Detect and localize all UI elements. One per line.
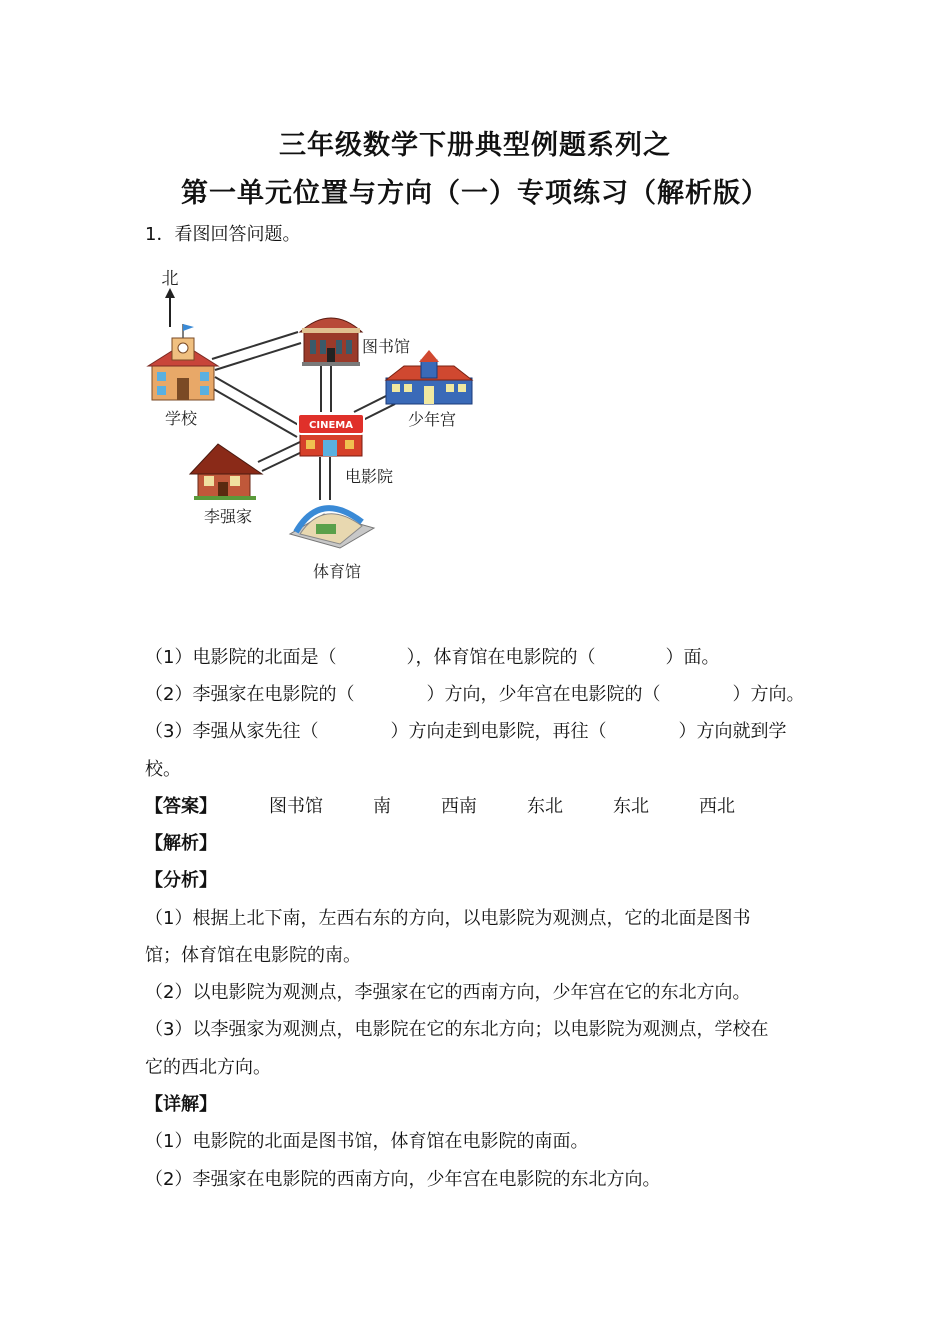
q1-part-b: ），体育馆在电影院的（ [406,647,596,668]
school-icon [148,324,218,400]
answer-label: 【答案】 [145,796,217,817]
gym-label: 体育馆 [312,562,362,581]
cinema-sign: CINEMA [309,420,353,431]
north-label: 北 [161,269,179,289]
question-3 [145,720,786,744]
map-figure [140,262,500,587]
answer-3: 西南 [441,796,477,817]
answer-4: 东北 [527,796,563,817]
q2-part-c: ）方向。 [732,684,805,705]
answer-2: 南 [373,796,391,817]
title-line-1: 三年级数学下册典型例题系列之 [279,130,671,161]
q1-part-a: （1）电影院的北面是（ [145,647,337,668]
li-home-label: 李强家 [203,507,253,526]
title-line-2: 第一单元位置与方向（一）专项练习（解析版） [181,178,769,209]
q2-part-a: （2）李强家在电影院的（ [145,684,355,705]
detail-line-2: （2）李强家在电影院的西南方向，少年宫在电影院的东北方向。 [145,1169,661,1190]
analysis-label: 【解析】 [145,833,217,854]
youth-palace-label: 少年宫 [408,410,457,429]
question-prompt: 1．看图回答问题。 [145,224,301,245]
question-2 [145,683,804,707]
fenxi-line-5: 它的西北方向。 [145,1057,271,1078]
q1-part-c: ）面。 [665,647,720,668]
fenxi-line-2: 馆；体育馆在电影院的南。 [145,945,361,966]
detail-label: 【详解】 [145,1094,217,1115]
youth-palace-icon [386,350,472,404]
fenxi-label: 【分析】 [145,870,217,891]
fenxi-line-1: （1）根据上北下南，左西右东的方向，以电影院为观测点，它的北面是图书 [145,908,751,929]
library-icon [300,318,362,366]
answer-6: 西北 [699,796,735,817]
question-3-cont: 校。 [145,759,181,780]
answer-1: 图书馆 [269,796,323,817]
library-label: 图书馆 [362,337,411,356]
cinema-label: 电影院 [345,467,394,486]
q3-part-b: ）方向走到电影院，再往（ [390,721,607,742]
fenxi-line-3: （2）以电影院为观测点，李强家在它的西南方向，少年宫在它的东北方向。 [145,982,751,1003]
q3-part-a: （3）李强从家先往（ [145,721,319,742]
q2-part-b: ）方向，少年宫在电影院的（ [426,684,661,705]
north-arrow-icon [165,288,175,327]
li-home-icon [190,444,262,500]
fenxi-line-4: （3）以李强家为观测点，电影院在它的东北方向；以电影院为观测点，学校在 [145,1019,769,1040]
gym-icon [290,508,374,548]
school-label: 学校 [164,409,198,428]
answer-5: 东北 [613,796,649,817]
q3-part-c: ）方向就到学 [678,721,787,742]
detail-line-1: （1）电影院的北面是图书馆，体育馆在电影院的南面。 [145,1131,589,1152]
question-1 [145,646,719,670]
